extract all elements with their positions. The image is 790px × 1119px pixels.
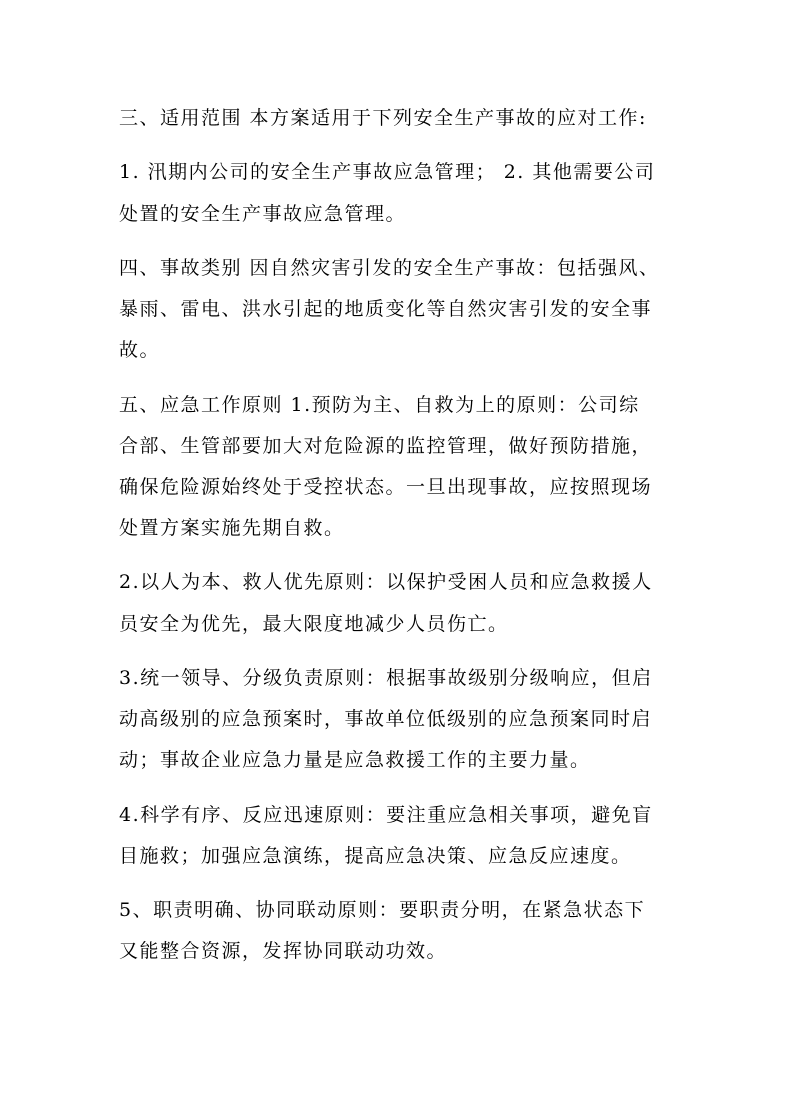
paragraph-3-line-1: 四、事故类别 因自然灾害引发的安全生产事故：包括强风、: [119, 257, 660, 279]
paragraph-4-line-1: 五、应急工作原则 1.预防为主、自救为上的原则：公司综: [119, 394, 640, 416]
paragraph-2-line-1: 1. 汛期内公司的安全生产事故应急管理； 2. 其他需要公司: [119, 161, 656, 183]
paragraph-2-line-2: 处置的安全生产事故应急管理。: [119, 203, 407, 225]
paragraph-4-line-3: 确保危险源始终处于受控状态。一旦出现事故，应按照现场: [119, 476, 653, 498]
paragraph-7-line-1: 4.科学有序、反应迅速原则：要注重应急相关事项，避免盲: [119, 804, 653, 826]
paragraph-8-line-1: 5、职责明确、协同联动原则：要职责分明，在紧急状态下: [119, 899, 646, 921]
paragraph-8-line-2: 又能整合资源，发挥协同联动功效。: [119, 940, 448, 962]
paragraph-6-line-2: 动高级别的应急预案时，事故单位低级别的应急预案同时启: [119, 708, 653, 730]
paragraph-5-line-1: 2.以人为本、救人优先原则：以保护受困人员和应急救援人: [119, 571, 653, 593]
paragraph-4-line-4: 处置方案实施先期自救。: [119, 517, 345, 539]
paragraph-5-line-2: 员安全为优先，最大限度地减少人员伤亡。: [119, 613, 509, 635]
paragraph-7-line-2: 目施救；加强应急演练，提高应急决策、应急反应速度。: [119, 845, 632, 867]
paragraph-4-line-2: 合部、生管部要加大对危险源的监控管理，做好预防措施，: [119, 435, 653, 457]
paragraph-1-line-1: 三、适用范围 本方案适用于下列安全生产事故的应对工作:: [119, 107, 647, 129]
paragraph-6-line-3: 动；事故企业应急力量是应急救援工作的主要力量。: [119, 749, 591, 771]
paragraph-6-line-1: 3.统一领导、分级负责原则：根据事故级别分级响应，但启: [119, 667, 653, 689]
paragraph-3-line-3: 故。: [119, 339, 161, 361]
paragraph-3-line-2: 暴雨、雷电、洪水引起的地质变化等自然灾害引发的安全事: [119, 298, 653, 320]
